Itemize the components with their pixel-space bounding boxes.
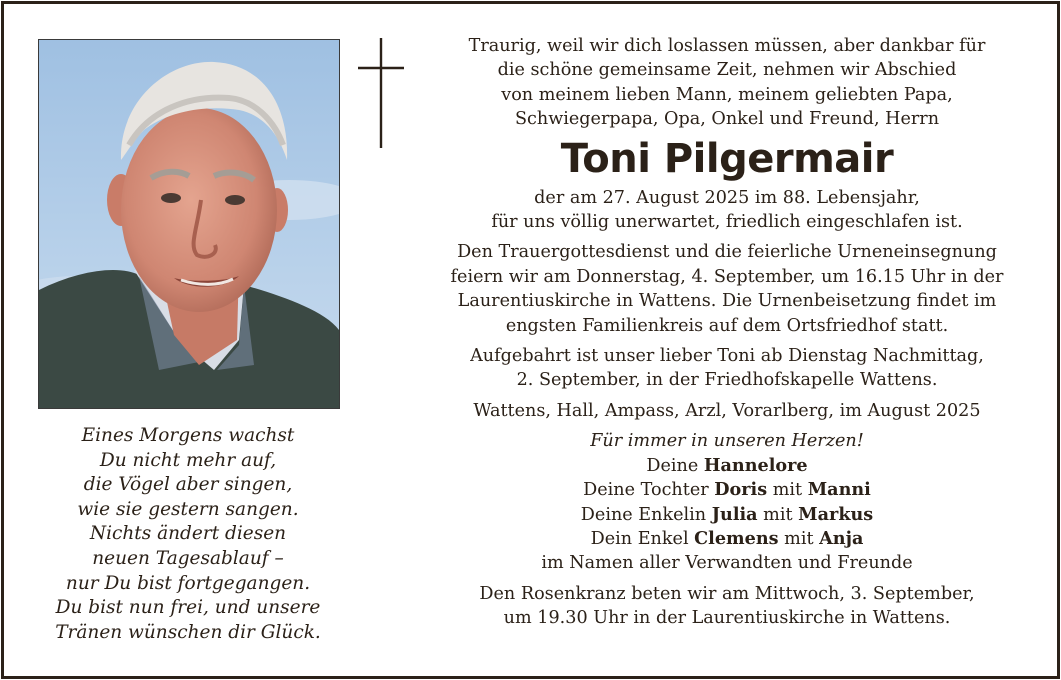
family-text: Dein Enkel bbox=[590, 528, 695, 549]
family-member-name: Hannelore bbox=[703, 454, 808, 476]
family-line bbox=[414, 503, 1040, 527]
rosary-line: Den Rosenkranz beten wir am Mittwoch, 3. September, bbox=[479, 583, 975, 604]
intro-line: die schöne gemeinsame Zeit, nehmen wir Abschied bbox=[497, 60, 957, 81]
family-text: Deine bbox=[646, 455, 704, 476]
family-member-name: Markus bbox=[798, 503, 874, 525]
death-paragraph bbox=[414, 186, 1040, 235]
rosary-line: um 19.30 Uhr in der Laurentiuskirche in Wattens. bbox=[503, 608, 951, 629]
family-member-name: Clemens bbox=[694, 527, 779, 549]
poem-line: Du nicht mehr auf, bbox=[99, 449, 277, 471]
poem-line: nur Du bist fortgegangen. bbox=[65, 572, 311, 594]
cross-icon bbox=[358, 38, 404, 148]
motto: Für immer in unseren Herzen! bbox=[590, 431, 864, 452]
places-date: Wattens, Hall, Ampass, Arzl, Vorarlberg, im August 2025 bbox=[473, 400, 981, 421]
family-line bbox=[414, 527, 1040, 551]
family-member-name: Julia bbox=[711, 503, 758, 525]
deceased-name: Toni Pilgermair bbox=[560, 135, 894, 182]
family-text: mit bbox=[767, 480, 808, 501]
family-line: im Namen aller Verwandten und Freunde bbox=[541, 553, 913, 574]
family-member-name: Doris bbox=[714, 479, 768, 501]
family-member-name: Anja bbox=[819, 527, 864, 549]
poem bbox=[18, 424, 358, 645]
poem-line: die Vögel aber singen, bbox=[83, 474, 293, 496]
viewing-paragraph bbox=[414, 344, 1040, 393]
family-text: Deine Enkelin bbox=[580, 504, 712, 525]
service-line: feiern wir am Donnerstag, 4. September, um 16.15 Uhr in der bbox=[450, 266, 1004, 287]
service-line: Den Trauergottesdienst und die feierliche Urneneinsegnung bbox=[457, 242, 997, 263]
intro-line: von meinem lieben Mann, meinem geliebten Papa, bbox=[501, 84, 953, 105]
poem-line: neuen Tagesablauf – bbox=[92, 547, 284, 569]
obituary-card bbox=[1, 1, 1060, 679]
death-line: der am 27. August 2025 im 88. Lebensjahr, bbox=[534, 187, 920, 208]
family-text: mit bbox=[778, 528, 820, 549]
family-line bbox=[414, 478, 1040, 502]
death-line: für uns völlig unerwartet, friedlich eingeschlafen ist. bbox=[491, 212, 963, 233]
portrait-photo bbox=[38, 39, 340, 409]
poem-line: Du bist nun frei, und unsere bbox=[55, 597, 321, 619]
family-member-name: Manni bbox=[807, 479, 871, 501]
intro-line: Traurig, weil wir dich loslassen müssen, aber dankbar für bbox=[468, 36, 986, 56]
family-list bbox=[414, 454, 1040, 576]
poem-line: Nichts ändert diesen bbox=[89, 523, 287, 545]
viewing-line: Aufgebahrt ist unser lieber Toni ab Dienstag Nachmittag, bbox=[470, 346, 984, 367]
viewing-line: 2. September, in der Friedhofskapelle Wattens. bbox=[516, 370, 938, 391]
service-line: engsten Familienkreis auf dem Ortsfriedhof statt. bbox=[505, 315, 949, 336]
family-text: Deine Tochter bbox=[583, 480, 715, 501]
poem-line: Tränen wünschen dir Glück. bbox=[55, 621, 321, 643]
service-line: Laurentiuskirche in Wattens. Die Urnenbeisetzung findet im bbox=[457, 291, 997, 312]
service-paragraph bbox=[414, 240, 1040, 338]
family-text: mit bbox=[757, 504, 799, 525]
family-line bbox=[414, 454, 1040, 478]
poem-line: Eines Morgens wachst bbox=[81, 425, 295, 446]
intro-line: Schwiegerpapa, Opa, Onkel und Freund, Herrn bbox=[514, 109, 940, 130]
portrait-illustration bbox=[39, 40, 339, 408]
obituary-text bbox=[414, 34, 1040, 631]
poem-line: wie sie gestern sangen. bbox=[77, 498, 299, 520]
rosary-paragraph bbox=[414, 582, 1040, 631]
intro-paragraph bbox=[414, 34, 1040, 132]
